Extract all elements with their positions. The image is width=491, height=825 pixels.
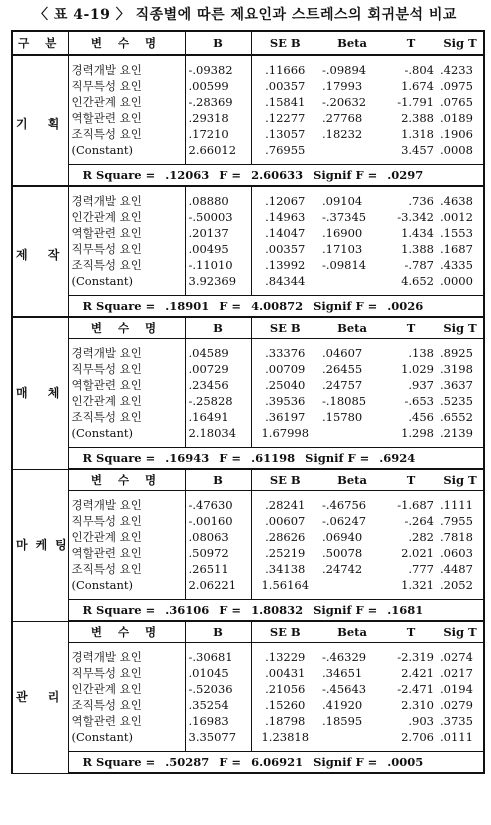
value-se-b: .11666 — [265, 63, 306, 77]
value-b: 3.35077 — [185, 729, 251, 752]
value-beta: .50078 — [322, 546, 363, 560]
variable-name: 역할관련 요인 — [68, 545, 185, 561]
table-row — [12, 409, 484, 425]
value-t: 3.457 — [401, 143, 434, 157]
model-summary — [68, 600, 484, 622]
value-se-b: .15260 — [265, 698, 306, 712]
value-beta — [319, 142, 385, 165]
value-b: .35254 — [185, 697, 251, 713]
value-se-b: .14047 — [265, 226, 306, 240]
value-b: .08063 — [185, 529, 251, 545]
table-row — [12, 142, 484, 165]
value-se-b: .25040 — [265, 378, 306, 392]
f-value: 1.80832 — [251, 603, 304, 617]
value-b: 3.92369 — [185, 273, 251, 296]
f-label: F = — [219, 168, 242, 182]
r-square-value: .36106 — [165, 603, 210, 617]
value-beta: .18232 — [322, 127, 363, 141]
table-row — [12, 273, 484, 296]
value-sig-t: .0008 — [437, 142, 484, 165]
variable-name: 조직특성 요인 — [68, 561, 185, 577]
value-beta: .16900 — [322, 226, 363, 240]
value-b: .29318 — [185, 110, 251, 126]
header-variable: 변 수 명 — [68, 31, 185, 55]
group-label: 기 획 — [12, 55, 68, 186]
subheader-se-b: SE B — [251, 621, 319, 643]
value-b: -.28369 — [185, 94, 251, 110]
r-square-value: .18901 — [165, 299, 210, 313]
table-row — [12, 393, 484, 409]
signif-f-label: Signif F = — [313, 603, 378, 617]
table-row — [12, 529, 484, 545]
table-row — [12, 545, 484, 561]
subheader-sig-t: Sig T — [437, 621, 484, 643]
value-sig-t: .0000 — [437, 273, 484, 296]
value-t: .282 — [408, 530, 434, 544]
signif-f-value: .0297 — [387, 168, 424, 182]
signif-f-value: .0026 — [387, 299, 424, 313]
variable-name: 직무특성 요인 — [68, 78, 185, 94]
value-t: .456 — [408, 410, 434, 424]
signif-f-label: Signif F = — [313, 299, 378, 313]
subheader-variable: 변 수 명 — [68, 317, 185, 339]
value-se-b: .25219 — [265, 546, 306, 560]
value-b: .20137 — [185, 225, 251, 241]
value-sig-t: .0111 — [437, 729, 484, 752]
value-b: 2.06221 — [185, 577, 251, 600]
value-t: 1.434 — [401, 226, 434, 240]
table-row — [12, 241, 484, 257]
variable-name: 경력개발 요인 — [68, 339, 185, 362]
table-row — [12, 186, 484, 209]
value-b: .08880 — [185, 186, 251, 209]
value-sig-t: .3637 — [437, 377, 484, 393]
f-value: 4.00872 — [251, 299, 304, 313]
value-t: .903 — [408, 714, 434, 728]
table-caption: 〈 표 4-19 〉 직종별에 따른 제요인과 스트레스의 회귀분석 비교 — [34, 7, 457, 23]
value-b: .17210 — [185, 126, 251, 142]
subheader-beta: Beta — [319, 469, 385, 491]
header-category: 구 분 — [12, 31, 68, 55]
table-row — [12, 225, 484, 241]
value-b: .00729 — [185, 361, 251, 377]
value-sig-t: .0217 — [437, 665, 484, 681]
value-beta: .27768 — [322, 111, 363, 125]
value-se-b: .34138 — [265, 562, 306, 576]
value-b: -.25828 — [185, 393, 251, 409]
subheader-b: B — [185, 621, 251, 643]
table-row — [12, 643, 484, 666]
variable-name: 조직특성 요인 — [68, 126, 185, 142]
value-sig-t: .0189 — [437, 110, 484, 126]
f-label: F = — [219, 451, 242, 465]
value-se-b: .13057 — [265, 127, 306, 141]
group-label: 매 체 — [12, 317, 68, 469]
value-beta — [319, 729, 385, 752]
value-beta: .04607 — [322, 346, 363, 360]
value-beta — [319, 425, 385, 448]
group-label: 관 리 — [12, 621, 68, 773]
value-sig-t: .7955 — [437, 513, 484, 529]
table-row — [12, 665, 484, 681]
table-row — [12, 126, 484, 142]
value-b: -.47630 — [185, 491, 251, 514]
variable-name: 조직특성 요인 — [68, 409, 185, 425]
value-sig-t: .1553 — [437, 225, 484, 241]
value-b: -.09382 — [185, 55, 251, 78]
value-se-b: .18798 — [265, 714, 306, 728]
variable-name: 경력개발 요인 — [68, 55, 185, 78]
value-se-b: .36197 — [265, 410, 306, 424]
value-t: 2.421 — [401, 666, 434, 680]
value-sig-t: .8925 — [437, 339, 484, 362]
value-t: -2.319 — [397, 650, 434, 664]
value-b: .16983 — [185, 713, 251, 729]
variable-name: 인간관계 요인 — [68, 529, 185, 545]
value-beta: -.09894 — [322, 63, 367, 77]
variable-name: 직무특성 요인 — [68, 361, 185, 377]
value-beta: -.46756 — [322, 498, 367, 512]
value-t: .937 — [408, 378, 434, 392]
value-b: .23456 — [185, 377, 251, 393]
value-beta: -.45643 — [322, 682, 367, 696]
value-t: .736 — [408, 194, 434, 208]
value-t: -.804 — [404, 63, 434, 77]
table-row — [12, 55, 484, 78]
r-square-label: R Square = — [82, 451, 156, 465]
header-se-b: SE B — [251, 31, 319, 55]
signif-f-value: .0005 — [387, 755, 424, 769]
variable-name: 역할관련 요인 — [68, 377, 185, 393]
value-se-b: .00357 — [265, 242, 306, 256]
subheader-beta: Beta — [319, 621, 385, 643]
value-sig-t: .0603 — [437, 545, 484, 561]
value-se-b: .12277 — [265, 111, 306, 125]
value-beta — [319, 273, 385, 296]
subheader-sig-t: Sig T — [437, 317, 484, 339]
value-t: 1.029 — [401, 362, 434, 376]
subheader-beta: Beta — [319, 317, 385, 339]
r-square-label: R Square = — [82, 168, 156, 182]
value-beta: .34651 — [322, 666, 363, 680]
f-value: 6.06921 — [251, 755, 304, 769]
subheader-t: T — [385, 317, 437, 339]
variable-name: 역할관련 요인 — [68, 713, 185, 729]
signif-f-label: Signif F = — [305, 451, 370, 465]
regression-table — [11, 30, 485, 774]
value-sig-t: .2139 — [437, 425, 484, 448]
model-summary — [68, 752, 484, 774]
table-header-row — [12, 31, 484, 55]
value-t: 1.318 — [401, 127, 434, 141]
value-b: 2.66012 — [185, 142, 251, 165]
subheader-se-b: SE B — [251, 317, 319, 339]
table-row — [12, 425, 484, 448]
value-se-b: .13992 — [265, 258, 306, 272]
r-square-value: .12063 — [165, 168, 210, 182]
value-t: 2.021 — [401, 546, 434, 560]
variable-name: 인간관계 요인 — [68, 681, 185, 697]
model-summary — [68, 165, 484, 187]
table-row — [12, 110, 484, 126]
value-t: 1.674 — [401, 79, 434, 93]
variable-name: (Constant) — [68, 142, 185, 165]
value-beta: .06940 — [322, 530, 363, 544]
value-sig-t: .0279 — [437, 697, 484, 713]
value-beta: .17103 — [322, 242, 363, 256]
value-sig-t: .4335 — [437, 257, 484, 273]
value-se-b: .14963 — [265, 210, 306, 224]
value-b: .01045 — [185, 665, 251, 681]
value-se-b: .13229 — [265, 650, 306, 664]
value-se-b: .00431 — [265, 666, 306, 680]
value-t: -.787 — [404, 258, 434, 272]
value-se-b: .00709 — [265, 362, 306, 376]
signif-f-label: Signif F = — [313, 168, 378, 182]
table-row — [12, 78, 484, 94]
table-row — [12, 577, 484, 600]
value-t: -1.791 — [397, 95, 434, 109]
group-label: 제 작 — [12, 186, 68, 317]
value-beta: -.46329 — [322, 650, 367, 664]
table-row — [12, 713, 484, 729]
value-b: .04589 — [185, 339, 251, 362]
value-sig-t: .0274 — [437, 643, 484, 666]
value-se-b: .39536 — [265, 394, 306, 408]
table-row — [12, 339, 484, 362]
value-se-b: .28626 — [265, 530, 306, 544]
model-summary-row — [12, 752, 484, 774]
value-beta: -.06247 — [322, 514, 367, 528]
variable-name: 조직특성 요인 — [68, 697, 185, 713]
f-label: F = — [219, 603, 242, 617]
f-label: F = — [219, 755, 242, 769]
value-t: 2.706 — [401, 730, 434, 744]
table-row — [12, 361, 484, 377]
value-sig-t: .5235 — [437, 393, 484, 409]
value-beta: .26455 — [322, 362, 363, 376]
value-sig-t: .0012 — [437, 209, 484, 225]
variable-name: 경력개발 요인 — [68, 491, 185, 514]
value-t: 1.321 — [401, 578, 434, 592]
value-b: -.50003 — [185, 209, 251, 225]
value-b: .26511 — [185, 561, 251, 577]
value-se-b: 1.67998 — [261, 426, 310, 440]
value-t: 4.652 — [401, 274, 434, 288]
variable-name: 직무특성 요인 — [68, 665, 185, 681]
model-summary-row — [12, 296, 484, 318]
header-t: T — [385, 31, 437, 55]
value-sig-t: .7818 — [437, 529, 484, 545]
value-t: 1.298 — [401, 426, 434, 440]
group-subheader-row — [12, 469, 484, 491]
header-sig-t: Sig T — [437, 31, 484, 55]
value-beta: .17993 — [322, 79, 363, 93]
table-row — [12, 491, 484, 514]
value-se-b: .28241 — [265, 498, 306, 512]
variable-name: (Constant) — [68, 729, 185, 752]
value-sig-t: .1687 — [437, 241, 484, 257]
value-beta: .18595 — [322, 714, 363, 728]
value-t: -3.342 — [397, 210, 434, 224]
value-se-b: .12067 — [265, 194, 306, 208]
signif-f-label: Signif F = — [313, 755, 378, 769]
variable-name: 인간관계 요인 — [68, 94, 185, 110]
value-se-b: 1.23818 — [261, 730, 310, 744]
table-row — [12, 697, 484, 713]
f-value: .61198 — [251, 451, 296, 465]
value-beta: -.09814 — [322, 258, 367, 272]
f-value: 2.60633 — [251, 168, 304, 182]
group-subheader-row — [12, 317, 484, 339]
variable-name: 역할관련 요인 — [68, 225, 185, 241]
value-se-b: .15841 — [265, 95, 306, 109]
value-sig-t: .0765 — [437, 94, 484, 110]
model-summary-row — [12, 600, 484, 622]
value-beta: .24742 — [322, 562, 363, 576]
r-square-label: R Square = — [82, 755, 156, 769]
value-b: 2.18034 — [185, 425, 251, 448]
model-summary-row — [12, 165, 484, 187]
table-row — [12, 729, 484, 752]
value-t: -.653 — [404, 394, 434, 408]
value-beta: -.18085 — [322, 394, 367, 408]
header-b: B — [185, 31, 251, 55]
group-subheader-row — [12, 621, 484, 643]
value-b: .00599 — [185, 78, 251, 94]
table-row — [12, 513, 484, 529]
signif-f-value: .1681 — [387, 603, 424, 617]
value-b: -.52036 — [185, 681, 251, 697]
table-row — [12, 681, 484, 697]
value-sig-t: .4638 — [437, 186, 484, 209]
variable-name: 경력개발 요인 — [68, 643, 185, 666]
value-se-b: .84344 — [265, 274, 306, 288]
value-sig-t: .0975 — [437, 78, 484, 94]
value-beta: .24757 — [322, 378, 363, 392]
subheader-b: B — [185, 469, 251, 491]
variable-name: 조직특성 요인 — [68, 257, 185, 273]
r-square-label: R Square = — [82, 299, 156, 313]
table-row — [12, 209, 484, 225]
table-row — [12, 94, 484, 110]
value-beta: -.37345 — [322, 210, 367, 224]
value-beta — [319, 577, 385, 600]
value-t: .777 — [408, 562, 434, 576]
value-b: .00495 — [185, 241, 251, 257]
variable-name: 직무특성 요인 — [68, 241, 185, 257]
value-b: -.30681 — [185, 643, 251, 666]
r-square-value: .16943 — [165, 451, 210, 465]
variable-name: 인간관계 요인 — [68, 209, 185, 225]
variable-name: 직무특성 요인 — [68, 513, 185, 529]
model-summary — [68, 296, 484, 318]
value-se-b: .33376 — [265, 346, 306, 360]
value-se-b: 1.56164 — [261, 578, 310, 592]
value-b: .16491 — [185, 409, 251, 425]
value-b: -.11010 — [185, 257, 251, 273]
value-sig-t: .6552 — [437, 409, 484, 425]
value-t: -2.471 — [397, 682, 434, 696]
value-t: 1.388 — [401, 242, 434, 256]
value-sig-t: .1111 — [437, 491, 484, 514]
value-t: -.264 — [404, 514, 434, 528]
value-b: -.00160 — [185, 513, 251, 529]
value-beta: .41920 — [322, 698, 363, 712]
model-summary-row — [12, 448, 484, 470]
value-t: 2.388 — [401, 111, 434, 125]
subheader-t: T — [385, 621, 437, 643]
table-row — [12, 561, 484, 577]
signif-f-value: .6924 — [379, 451, 416, 465]
subheader-se-b: SE B — [251, 469, 319, 491]
model-summary — [68, 448, 484, 470]
subheader-sig-t: Sig T — [437, 469, 484, 491]
value-sig-t: .3198 — [437, 361, 484, 377]
value-sig-t: .4487 — [437, 561, 484, 577]
value-b: .50972 — [185, 545, 251, 561]
value-beta: .15780 — [322, 410, 363, 424]
table-row — [12, 257, 484, 273]
value-t: -1.687 — [397, 498, 434, 512]
value-sig-t: .2052 — [437, 577, 484, 600]
r-square-value: .50287 — [165, 755, 210, 769]
value-se-b: .00357 — [265, 79, 306, 93]
value-sig-t: .0194 — [437, 681, 484, 697]
value-se-b: .21056 — [265, 682, 306, 696]
variable-name: 경력개발 요인 — [68, 186, 185, 209]
subheader-variable: 변 수 명 — [68, 621, 185, 643]
header-beta: Beta — [319, 31, 385, 55]
value-sig-t: .4233 — [437, 55, 484, 78]
value-t: .138 — [408, 346, 434, 360]
variable-name: (Constant) — [68, 577, 185, 600]
value-sig-t: .3735 — [437, 713, 484, 729]
subheader-variable: 변 수 명 — [68, 469, 185, 491]
value-sig-t: .1906 — [437, 126, 484, 142]
group-label: 마케팅 — [12, 469, 68, 621]
variable-name: 역할관련 요인 — [68, 110, 185, 126]
value-se-b: .76955 — [265, 143, 306, 157]
value-beta: .09104 — [322, 194, 363, 208]
table-row — [12, 377, 484, 393]
subheader-t: T — [385, 469, 437, 491]
value-se-b: .00607 — [265, 514, 306, 528]
subheader-b: B — [185, 317, 251, 339]
variable-name: 인간관계 요인 — [68, 393, 185, 409]
r-square-label: R Square = — [82, 603, 156, 617]
variable-name: (Constant) — [68, 425, 185, 448]
variable-name: (Constant) — [68, 273, 185, 296]
f-label: F = — [219, 299, 242, 313]
value-beta: -.20632 — [322, 95, 367, 109]
value-t: 2.310 — [401, 698, 434, 712]
